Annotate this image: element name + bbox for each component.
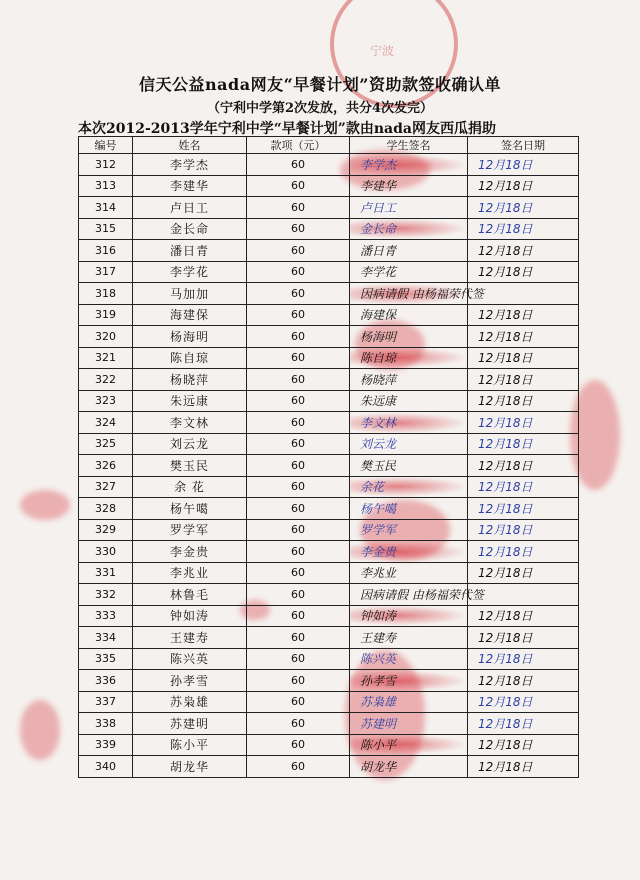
cell-student-name: 海建保 bbox=[133, 304, 247, 326]
cell-student-name: 杨晓萍 bbox=[133, 369, 247, 391]
cell-number: 313 bbox=[79, 175, 133, 197]
cell-sign-date: 12月18日 bbox=[468, 734, 579, 756]
cell-amount: 60 bbox=[247, 455, 350, 477]
cell-number: 338 bbox=[79, 713, 133, 735]
cell-signature: 杨晓萍 bbox=[350, 369, 468, 391]
table-row bbox=[79, 734, 579, 756]
cell-number: 328 bbox=[79, 498, 133, 520]
cell-sign-date bbox=[468, 283, 579, 305]
cell-student-name: 王建寿 bbox=[133, 627, 247, 649]
cell-number: 329 bbox=[79, 519, 133, 541]
fingerprint-smudge bbox=[20, 700, 60, 760]
cell-signature: 陈兴英 bbox=[350, 648, 468, 670]
cell-amount: 60 bbox=[247, 756, 350, 778]
cell-amount: 60 bbox=[247, 154, 350, 176]
cell-sign-date: 12月18日 bbox=[468, 218, 579, 240]
donation-note: 本次2012-2013学年宁利中学“早餐计划”款由nada网友西瓜捐助 bbox=[78, 121, 496, 137]
cell-sign-date: 12月18日 bbox=[468, 648, 579, 670]
column-header-amount: 款项（元） bbox=[247, 137, 350, 154]
cell-number: 335 bbox=[79, 648, 133, 670]
cell-sign-date: 12月18日 bbox=[468, 605, 579, 627]
cell-signature: 因病请假 由杨福荣代签 bbox=[350, 584, 468, 606]
cell-sign-date: 12月18日 bbox=[468, 562, 579, 584]
cell-sign-date: 12月18日 bbox=[468, 433, 579, 455]
cell-signature: 苏枭雄 bbox=[350, 691, 468, 713]
cell-amount: 60 bbox=[247, 476, 350, 498]
column-header-date: 签名日期 bbox=[468, 137, 579, 154]
cell-amount: 60 bbox=[247, 605, 350, 627]
cell-signature: 樊玉民 bbox=[350, 455, 468, 477]
column-header-signature: 学生签名 bbox=[350, 137, 468, 154]
cell-sign-date: 12月18日 bbox=[468, 541, 579, 563]
cell-sign-date: 12月18日 bbox=[468, 519, 579, 541]
seal-text: 宁波 bbox=[370, 44, 395, 58]
cell-number: 326 bbox=[79, 455, 133, 477]
table-row bbox=[79, 304, 579, 326]
cell-sign-date: 12月18日 bbox=[468, 261, 579, 283]
cell-amount: 60 bbox=[247, 326, 350, 348]
cell-student-name: 卢日工 bbox=[133, 197, 247, 219]
cell-signature: 苏建明 bbox=[350, 713, 468, 735]
table-row bbox=[79, 498, 579, 520]
cell-sign-date: 12月18日 bbox=[468, 304, 579, 326]
table-row bbox=[79, 519, 579, 541]
cell-signature: 李建华 bbox=[350, 175, 468, 197]
cell-student-name: 苏枭雄 bbox=[133, 691, 247, 713]
cell-student-name: 李文林 bbox=[133, 412, 247, 434]
cell-student-name: 孙孝雪 bbox=[133, 670, 247, 692]
cell-amount: 60 bbox=[247, 519, 350, 541]
table-row bbox=[79, 433, 579, 455]
cell-amount: 60 bbox=[247, 648, 350, 670]
cell-signature: 孙孝雪 bbox=[350, 670, 468, 692]
table-row bbox=[79, 175, 579, 197]
cell-amount: 60 bbox=[247, 691, 350, 713]
cell-amount: 60 bbox=[247, 713, 350, 735]
cell-signature: 李兆业 bbox=[350, 562, 468, 584]
cell-amount: 60 bbox=[247, 433, 350, 455]
cell-student-name: 刘云龙 bbox=[133, 433, 247, 455]
cell-student-name: 李兆业 bbox=[133, 562, 247, 584]
cell-sign-date: 12月18日 bbox=[468, 455, 579, 477]
cell-sign-date: 12月18日 bbox=[468, 756, 579, 778]
cell-sign-date: 12月18日 bbox=[468, 627, 579, 649]
cell-signature: 陈小平 bbox=[350, 734, 468, 756]
cell-student-name: 金长命 bbox=[133, 218, 247, 240]
cell-signature: 因病请假 由杨福荣代签 bbox=[350, 283, 468, 305]
table-row bbox=[79, 347, 579, 369]
cell-amount: 60 bbox=[247, 670, 350, 692]
cell-amount: 60 bbox=[247, 562, 350, 584]
cell-sign-date: 12月18日 bbox=[468, 390, 579, 412]
fingerprint-smudge bbox=[20, 490, 70, 520]
document-subtitle: （宁利中学第2次发放，共分4次发完） bbox=[206, 101, 434, 116]
cell-number: 330 bbox=[79, 541, 133, 563]
cell-sign-date: 12月18日 bbox=[468, 670, 579, 692]
cell-number: 334 bbox=[79, 627, 133, 649]
table-row bbox=[79, 390, 579, 412]
column-header-name: 姓名 bbox=[133, 137, 247, 154]
table-row bbox=[79, 283, 579, 305]
cell-number: 336 bbox=[79, 670, 133, 692]
cell-number: 331 bbox=[79, 562, 133, 584]
cell-signature: 刘云龙 bbox=[350, 433, 468, 455]
cell-number: 319 bbox=[79, 304, 133, 326]
table-row bbox=[79, 218, 579, 240]
table-row bbox=[79, 476, 579, 498]
cell-number: 320 bbox=[79, 326, 133, 348]
cell-amount: 60 bbox=[247, 412, 350, 434]
cell-signature: 卢日工 bbox=[350, 197, 468, 219]
cell-amount: 60 bbox=[247, 369, 350, 391]
table-header-row bbox=[79, 137, 579, 154]
table-row bbox=[79, 756, 579, 778]
table-row bbox=[79, 240, 579, 262]
cell-sign-date: 12月18日 bbox=[468, 476, 579, 498]
cell-student-name: 林鲁毛 bbox=[133, 584, 247, 606]
cell-amount: 60 bbox=[247, 218, 350, 240]
table-row bbox=[79, 369, 579, 391]
cell-student-name: 胡龙华 bbox=[133, 756, 247, 778]
cell-amount: 60 bbox=[247, 347, 350, 369]
cell-number: 316 bbox=[79, 240, 133, 262]
cell-signature: 罗学军 bbox=[350, 519, 468, 541]
cell-number: 323 bbox=[79, 390, 133, 412]
cell-student-name: 杨午噶 bbox=[133, 498, 247, 520]
cell-student-name: 陈自琼 bbox=[133, 347, 247, 369]
cell-number: 340 bbox=[79, 756, 133, 778]
cell-amount: 60 bbox=[247, 584, 350, 606]
cell-signature: 潘日青 bbox=[350, 240, 468, 262]
table-row bbox=[79, 261, 579, 283]
cell-signature: 钟如涛 bbox=[350, 605, 468, 627]
table-row bbox=[79, 584, 579, 606]
cell-amount: 60 bbox=[247, 283, 350, 305]
table-row bbox=[79, 713, 579, 735]
cell-student-name: 潘日青 bbox=[133, 240, 247, 262]
document-title: 信天公益nada网友“早餐计划”资助款签收确认单 bbox=[139, 75, 501, 94]
cell-sign-date bbox=[468, 584, 579, 606]
cell-sign-date: 12月18日 bbox=[468, 347, 579, 369]
table-row bbox=[79, 197, 579, 219]
cell-sign-date: 12月18日 bbox=[468, 412, 579, 434]
cell-student-name: 樊玉民 bbox=[133, 455, 247, 477]
cell-signature: 杨海明 bbox=[350, 326, 468, 348]
cell-number: 317 bbox=[79, 261, 133, 283]
table-row bbox=[79, 412, 579, 434]
cell-signature: 王建寿 bbox=[350, 627, 468, 649]
cell-signature: 李文林 bbox=[350, 412, 468, 434]
cell-amount: 60 bbox=[247, 240, 350, 262]
cell-student-name: 陈兴英 bbox=[133, 648, 247, 670]
cell-amount: 60 bbox=[247, 197, 350, 219]
cell-sign-date: 12月18日 bbox=[468, 713, 579, 735]
cell-sign-date: 12月18日 bbox=[468, 691, 579, 713]
cell-number: 321 bbox=[79, 347, 133, 369]
cell-signature: 李金贵 bbox=[350, 541, 468, 563]
cell-number: 339 bbox=[79, 734, 133, 756]
cell-signature: 陈自琼 bbox=[350, 347, 468, 369]
cell-student-name: 李建华 bbox=[133, 175, 247, 197]
cell-amount: 60 bbox=[247, 261, 350, 283]
cell-signature: 李学花 bbox=[350, 261, 468, 283]
cell-number: 314 bbox=[79, 197, 133, 219]
cell-signature: 朱远康 bbox=[350, 390, 468, 412]
cell-student-name: 李学花 bbox=[133, 261, 247, 283]
table-row bbox=[79, 541, 579, 563]
column-header-number: 编号 bbox=[79, 137, 133, 154]
cell-number: 315 bbox=[79, 218, 133, 240]
cell-sign-date: 12月18日 bbox=[468, 175, 579, 197]
cell-number: 333 bbox=[79, 605, 133, 627]
cell-sign-date: 12月18日 bbox=[468, 197, 579, 219]
cell-student-name: 杨海明 bbox=[133, 326, 247, 348]
cell-signature: 胡龙华 bbox=[350, 756, 468, 778]
cell-signature: 海建保 bbox=[350, 304, 468, 326]
table-row bbox=[79, 691, 579, 713]
cell-amount: 60 bbox=[247, 734, 350, 756]
cell-student-name: 李金贵 bbox=[133, 541, 247, 563]
cell-signature: 杨午噶 bbox=[350, 498, 468, 520]
table-row bbox=[79, 326, 579, 348]
cell-amount: 60 bbox=[247, 390, 350, 412]
cell-amount: 60 bbox=[247, 175, 350, 197]
cell-number: 337 bbox=[79, 691, 133, 713]
cell-number: 325 bbox=[79, 433, 133, 455]
cell-number: 322 bbox=[79, 369, 133, 391]
table-row bbox=[79, 455, 579, 477]
cell-number: 327 bbox=[79, 476, 133, 498]
cell-number: 312 bbox=[79, 154, 133, 176]
cell-signature: 李学杰 bbox=[350, 154, 468, 176]
cell-student-name: 钟如涛 bbox=[133, 605, 247, 627]
cell-number: 324 bbox=[79, 412, 133, 434]
cell-student-name: 罗学军 bbox=[133, 519, 247, 541]
table-row bbox=[79, 670, 579, 692]
cell-sign-date: 12月18日 bbox=[468, 498, 579, 520]
cell-number: 318 bbox=[79, 283, 133, 305]
receipt-table bbox=[78, 136, 579, 778]
cell-sign-date: 12月18日 bbox=[468, 326, 579, 348]
cell-student-name: 陈小平 bbox=[133, 734, 247, 756]
table-row bbox=[79, 605, 579, 627]
table-row bbox=[79, 627, 579, 649]
cell-student-name: 余 花 bbox=[133, 476, 247, 498]
cell-amount: 60 bbox=[247, 541, 350, 563]
cell-amount: 60 bbox=[247, 627, 350, 649]
cell-student-name: 李学杰 bbox=[133, 154, 247, 176]
cell-amount: 60 bbox=[247, 498, 350, 520]
cell-student-name: 朱远康 bbox=[133, 390, 247, 412]
cell-sign-date: 12月18日 bbox=[468, 240, 579, 262]
table-row bbox=[79, 562, 579, 584]
cell-number: 332 bbox=[79, 584, 133, 606]
cell-amount: 60 bbox=[247, 304, 350, 326]
table-row bbox=[79, 648, 579, 670]
cell-signature: 金长命 bbox=[350, 218, 468, 240]
table-row bbox=[79, 154, 579, 176]
cell-student-name: 马加加 bbox=[133, 283, 247, 305]
cell-sign-date: 12月18日 bbox=[468, 369, 579, 391]
cell-signature: 余花 bbox=[350, 476, 468, 498]
table-body bbox=[79, 154, 579, 778]
cell-student-name: 苏建明 bbox=[133, 713, 247, 735]
cell-sign-date: 12月18日 bbox=[468, 154, 579, 176]
